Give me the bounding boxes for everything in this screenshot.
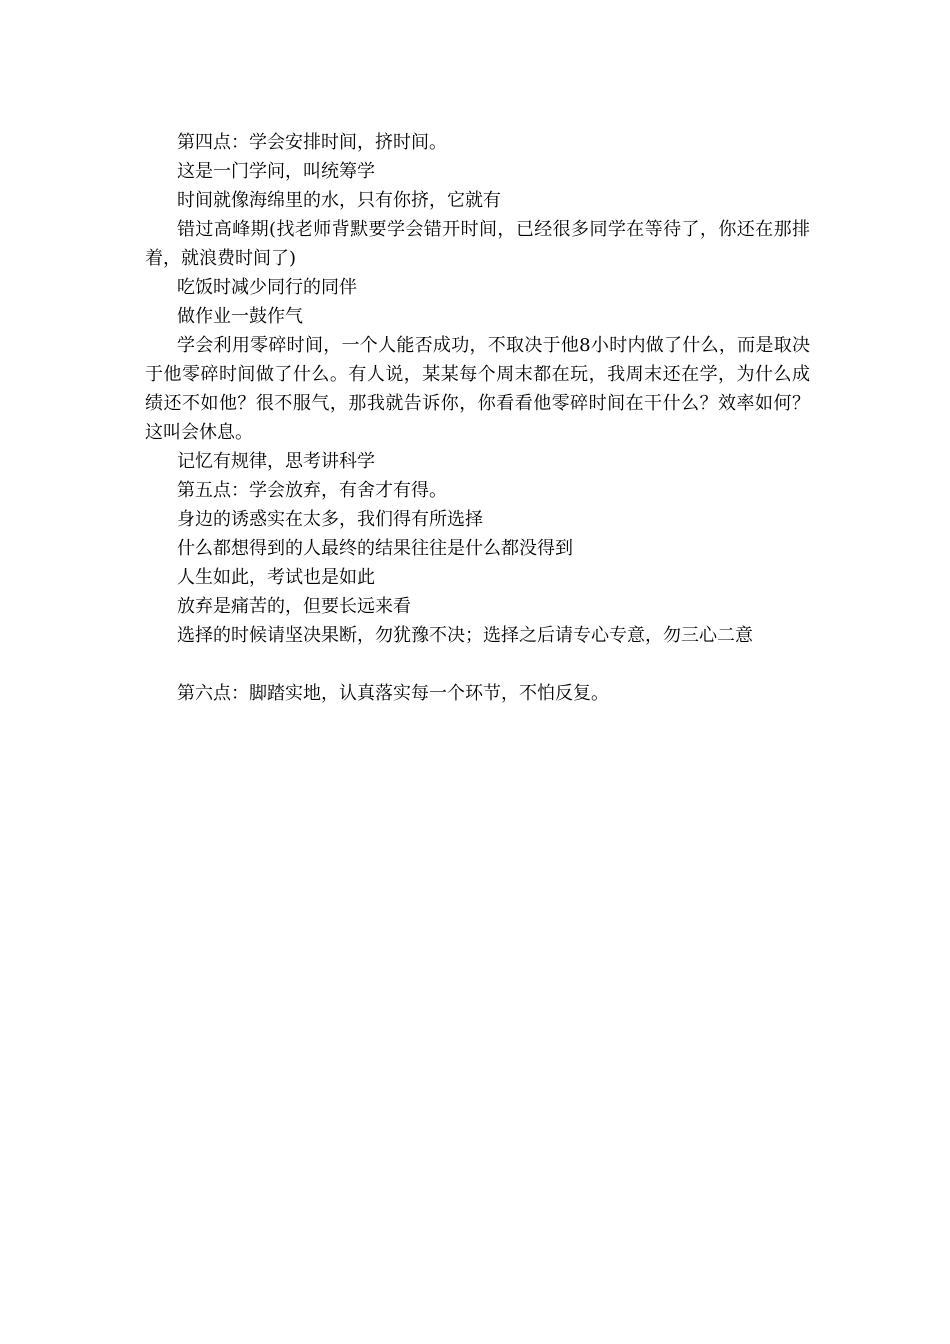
- paragraph: 错过高峰期(找老师背默要学会错开时间，已经很多同学在等待了，你还在那排着，就浪费时间了): [145, 219, 810, 269]
- paragraph: 做作业一鼓作气: [177, 306, 303, 327]
- blank-line: [145, 650, 810, 679]
- paragraph: 放弃是痛苦的，但要长远来看: [177, 596, 411, 617]
- paragraph: 人生如此，考试也是如此: [177, 567, 375, 588]
- paragraph: 什么都想得到的人最终的结果往往是什么都没得到: [177, 538, 573, 559]
- paragraph: 选择的时候请坚决果断，勿犹豫不决；选择之后请专心专意，勿三心二意: [177, 625, 753, 646]
- paragraph: 时间就像海绵里的水，只有你挤，它就有: [177, 190, 501, 211]
- paragraph: 学会利用零碎时间，一个人能否成功，不取决于他8小时内做了什么，而是取决于他零碎时间做了什么。有人说，某某每个周末都在玩，我周末还在学，为什么成绩还不如他？很不服气，那我就告诉你，你看看他零碎时间在干什么？效率如何？这叫会休息。: [145, 335, 810, 443]
- paragraph: 记忆有规律，思考讲科学: [177, 451, 375, 472]
- paragraph: 这是一门学问，叫统筹学: [177, 161, 375, 182]
- paragraph: 身边的诱惑实在太多，我们得有所选择: [177, 509, 483, 530]
- heading-point-six: 第六点：脚踏实地，认真落实每一个环节，不怕反复。: [177, 683, 609, 704]
- document-body: [145, 128, 810, 708]
- heading-point-four: 第四点：学会安排时间，挤时间。: [177, 132, 447, 153]
- heading-point-five: 第五点：学会放弃，有舍才有得。: [177, 480, 447, 501]
- paragraph: 吃饭时减少同行的同伴: [177, 277, 357, 298]
